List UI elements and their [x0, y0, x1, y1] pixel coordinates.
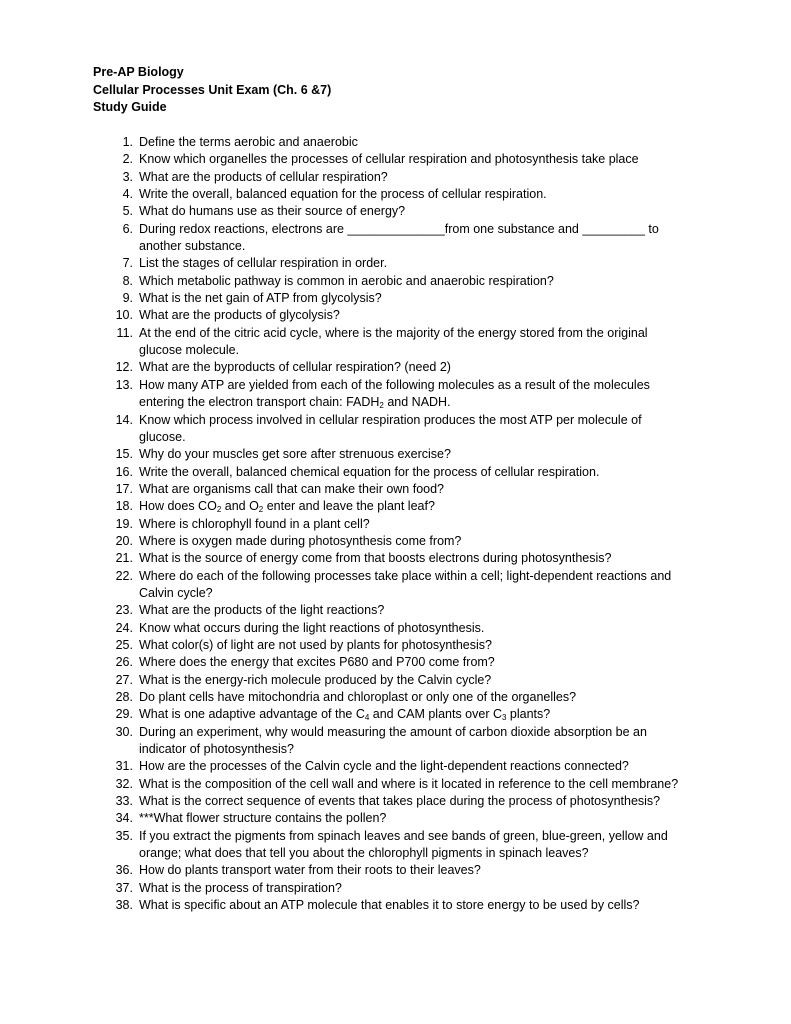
document-header: [93, 64, 331, 117]
guide-title: Study Guide: [93, 100, 167, 114]
question-item: [0, 550, 691, 567]
subscript: 4: [364, 713, 370, 723]
question-text: Why do your muscles get sore after strenuous exercise?: [139, 447, 451, 462]
question-text-part: How many ATP are yielded from each of the following molecules as a result of the molecules entering the electron transport chain: FADH: [139, 377, 650, 410]
question-number: 15.: [115, 447, 133, 462]
question-number: 28.: [115, 690, 133, 704]
question-number: 8.: [122, 273, 133, 288]
question-item: [0, 689, 691, 706]
question-item: [0, 255, 691, 272]
question-number: 22.: [115, 568, 133, 583]
question-number: 3.: [122, 169, 133, 184]
question-number: 12.: [115, 360, 133, 375]
subscript: 2: [216, 505, 222, 515]
question-number: 25.: [115, 637, 133, 652]
question-text: Know which organelles the processes of cellular respiration and photosynthesis take place: [139, 152, 639, 167]
question-text: What is specific about an ATP molecule that enables it to store energy to be used by cells?: [139, 898, 640, 913]
question-text: Which metabolic pathway is common in aerobic and anaerobic respiration?: [139, 273, 554, 288]
question-number: 35.: [115, 828, 133, 843]
question-number: 37.: [115, 880, 133, 895]
question-text: What are the byproducts of cellular respiration? (need 2): [139, 360, 451, 375]
question-number: 5.: [122, 204, 133, 219]
question-item: [0, 412, 691, 447]
question-text: During redox reactions, electrons are ______________from one substance and _________ to another substance.: [139, 221, 659, 254]
question-item: [0, 498, 691, 515]
question-text: If you extract the pigments from spinach leaves and see bands of green, blue-green, yellow and orange; what does that tell you about the chlorophyll pigments in spinach leaves?: [139, 828, 668, 861]
question-text: [139, 706, 691, 723]
question-number: 20.: [115, 533, 133, 548]
question-item: [0, 481, 691, 498]
question-item: [0, 273, 691, 290]
question-text: What is the correct sequence of events that takes place during the process of photosynthesis?: [139, 794, 661, 809]
question-number: 34.: [115, 811, 133, 826]
question-number: 27.: [115, 672, 133, 687]
question-list: [0, 134, 791, 914]
question-item: [0, 810, 691, 827]
question-number: 6.: [122, 221, 133, 236]
question-text-part: How does CO: [139, 499, 217, 514]
question-text: What is the energy-rich molecule produced by the Calvin cycle?: [139, 672, 492, 687]
question-text: Know what occurs during the light reactions of photosynthesis.: [139, 620, 485, 635]
question-number: 13.: [115, 377, 133, 392]
question-item: [0, 793, 691, 810]
subscript: 2: [258, 505, 264, 515]
question-item: [0, 602, 691, 619]
question-item: [0, 706, 691, 723]
question-number: 29.: [115, 707, 133, 722]
question-number: 17.: [115, 481, 133, 496]
question-item: [0, 758, 691, 775]
question-number: 36.: [115, 863, 133, 878]
question-number: 19.: [115, 516, 133, 531]
question-item: [0, 654, 691, 671]
question-text: What do humans use as their source of energy?: [139, 204, 406, 219]
question-text-part: What is one adaptive advantage of the C: [139, 707, 365, 722]
question-number: 23.: [115, 603, 133, 618]
question-text: How are the processes of the Calvin cycle and the light-dependent reactions connected?: [139, 759, 629, 774]
question-text: What are the products of cellular respiration?: [139, 169, 388, 184]
question-item: [0, 203, 691, 220]
question-number: 10.: [115, 308, 133, 323]
question-text: What is the net gain of ATP from glycolysis?: [139, 291, 382, 306]
question-text-part: and NADH.: [383, 395, 451, 410]
question-item: [0, 221, 691, 256]
question-number: 21.: [115, 551, 133, 566]
question-text-part: and CAM plants over C: [369, 707, 502, 722]
question-text: [139, 498, 691, 515]
question-item: [0, 359, 691, 376]
question-item: [0, 724, 691, 759]
question-text: Where is oxygen made during photosynthesis come from?: [139, 533, 462, 548]
question-text-part: plants?: [506, 707, 551, 722]
question-text: What are the products of the light reactions?: [139, 603, 385, 618]
question-item: [0, 776, 691, 793]
question-text: What is the composition of the cell wall and where is it located in reference to the cell membrane?: [139, 776, 679, 791]
exam-title: Cellular Processes Unit Exam (Ch. 6 &7): [93, 82, 332, 97]
question-text: Where is chlorophyll found in a plant cell?: [139, 516, 370, 531]
subscript: 3: [502, 713, 507, 723]
question-item: [0, 169, 691, 186]
question-item: [0, 533, 691, 550]
question-item: [0, 620, 691, 637]
question-number: 11.: [116, 325, 133, 340]
question-item: [0, 325, 691, 360]
question-number: 38.: [115, 898, 133, 913]
question-item: [0, 568, 691, 603]
question-text: Where does the energy that excites P680 and P700 come from?: [139, 655, 495, 670]
question-text: What color(s) of light are not used by plants for photosynthesis?: [139, 637, 492, 652]
question-text: List the stages of cellular respiration in order.: [139, 256, 388, 271]
question-item: [0, 377, 691, 412]
question-number: 30.: [115, 724, 133, 739]
question-item: [0, 637, 691, 654]
question-text: What is the source of energy come from that boosts electrons during photosynthesis?: [139, 551, 612, 566]
question-text: Know which process involved in cellular respiration produces the most ATP per molecule of glucose.: [139, 412, 642, 444]
question-item: [0, 672, 691, 689]
question-number: 32.: [115, 776, 133, 791]
question-text: What are the products of glycolysis?: [139, 308, 340, 323]
question-number: 18.: [115, 499, 133, 514]
question-number: 16.: [115, 464, 133, 479]
question-item: [0, 880, 691, 897]
question-text: ***What flower structure contains the pollen?: [139, 811, 387, 826]
question-text: Write the overall, balanced chemical equation for the process of cellular respiration.: [139, 464, 600, 479]
question-number: 7.: [122, 256, 133, 271]
question-item: [0, 151, 691, 168]
question-number: 9.: [122, 291, 133, 306]
subscript: 2: [379, 401, 384, 411]
question-text: During an experiment, why would measuring the amount of carbon dioxide absorption be an indicator of photosynthesis?: [139, 724, 647, 757]
question-item: [0, 134, 691, 151]
question-item: [0, 464, 691, 481]
question-text-part: enter and leave the plant leaf?: [263, 499, 435, 514]
question-number: 31.: [115, 759, 133, 774]
question-item: [0, 828, 691, 863]
question-number: 4.: [122, 187, 133, 202]
course-title: Pre-AP Biology: [93, 65, 184, 79]
question-text: Write the overall, balanced equation for the process of cellular respiration.: [139, 187, 547, 202]
question-number: 14.: [115, 412, 133, 427]
question-number: 1.: [122, 135, 133, 149]
question-item: [0, 897, 691, 914]
question-item: [0, 516, 691, 533]
question-item: [0, 186, 691, 203]
question-text: At the end of the citric acid cycle, where is the majority of the energy stored from the original glucose molecule.: [139, 325, 648, 358]
question-text: What is the process of transpiration?: [139, 880, 342, 895]
question-text: How do plants transport water from their roots to their leaves?: [139, 863, 481, 878]
question-number: 33.: [115, 794, 133, 809]
question-number: 26.: [115, 655, 133, 670]
question-item: [0, 307, 691, 324]
question-text: [139, 377, 691, 412]
question-number: 24.: [115, 620, 133, 635]
question-text: Define the terms aerobic and anaerobic: [139, 135, 358, 149]
question-text-part: and O: [221, 499, 259, 514]
question-text: Where do each of the following processes take place within a cell; light-dependent reactions and Calvin cycle?: [139, 568, 672, 600]
question-text: Do plant cells have mitochondria and chloroplast or only one of the organelles?: [139, 690, 577, 704]
question-item: [0, 862, 691, 879]
question-number: 2.: [122, 152, 133, 167]
question-item: [0, 290, 691, 307]
question-item: [0, 446, 691, 463]
question-text: What are organisms call that can make their own food?: [139, 481, 445, 496]
